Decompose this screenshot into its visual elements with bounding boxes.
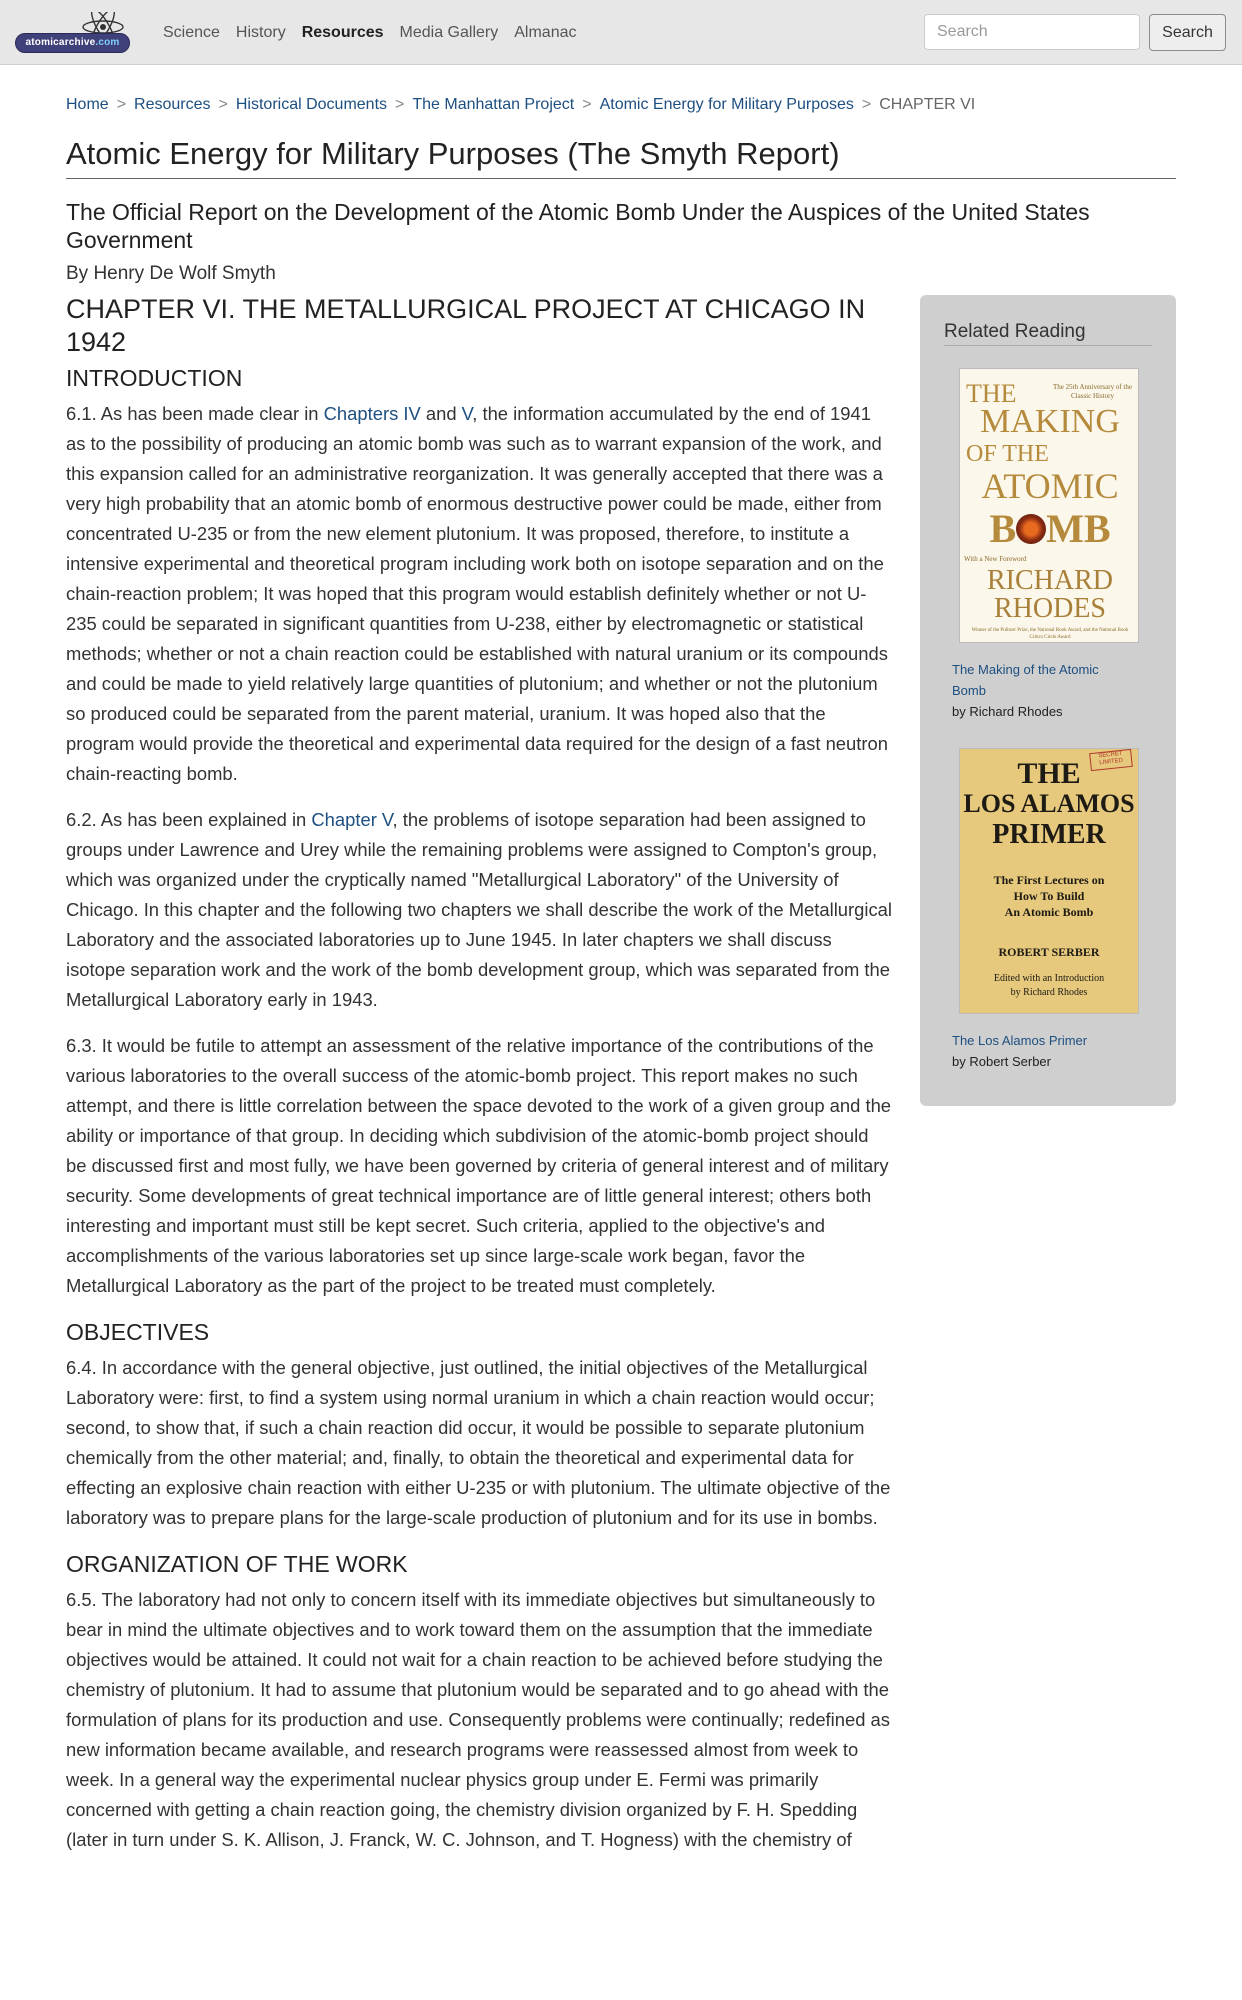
cover-author-name: ROBERT SERBER: [998, 945, 1100, 959]
book-author: by Richard Rhodes: [952, 704, 1063, 719]
site-logo[interactable]: [15, 12, 132, 54]
breadcrumb-current: CHAPTER VI: [879, 96, 976, 113]
cover-letters-mb: MB: [1046, 506, 1111, 551]
cover-title-atomic: ATOMIC: [981, 466, 1119, 506]
logo-tld: .com: [95, 37, 120, 48]
search-input[interactable]: [924, 14, 1140, 50]
paragraph-text: 6.2. As has been explained in: [66, 809, 312, 830]
page-subtitle: The Official Report on the Development of the Atomic Bomb Under the Auspices of the United States Government: [66, 199, 1090, 253]
book-cover-making-of-atomic-bomb[interactable]: [959, 368, 1139, 643]
cover-subtitle-line-3: An Atomic Bomb: [1004, 905, 1094, 919]
cover-award-text: Winner of the Pulitzer Prize, the National Book Award, and the National Book Critics Circle Award: [971, 628, 1129, 640]
breadcrumb-separator: >: [116, 96, 127, 113]
breadcrumb-atomic-energy[interactable]: Atomic Energy for Military Purposes: [599, 96, 854, 113]
breadcrumb-separator: >: [861, 96, 872, 113]
breadcrumb-separator: >: [395, 96, 405, 113]
link-chapter-v-2[interactable]: Chapter V: [311, 809, 393, 830]
nav-resources[interactable]: Resources: [301, 24, 384, 41]
main-nav: [155, 0, 584, 65]
logo-text: atomicarchive: [25, 37, 96, 48]
cover-editor-line-1: Edited with an Introduction: [993, 973, 1105, 984]
cover-foreword-text: With a New Foreword: [964, 555, 1027, 563]
section-heading-organization: ORGANIZATION OF THE WORK: [66, 1551, 408, 1577]
cover-title-bomb: [964, 505, 1136, 552]
cover-anniversary-text: The 25th Anniversary of the Classic History: [1053, 383, 1132, 400]
main-content: [66, 293, 894, 1871]
book-card: [944, 368, 1152, 722]
nav-history[interactable]: History: [235, 24, 286, 41]
related-reading-sidebar: [920, 295, 1176, 1106]
logo-badge: [15, 33, 130, 53]
cover-subtitle-line-2: How To Build: [1013, 889, 1085, 903]
paragraph-6-5: 6.5. The laboratory had not only to concern itself with its immediate objectives but simultaneously to bear in mind the ultimate objectives and to work toward them on the assumption that the immediate objectives would be attained. It could not wait for a chain reaction to be achieved before studying the chemistry of plutonium. It had to assume that plutonium would be separated and to go ahead with the formulation of plans for its production and use. Consequently problems were continually; redefined as new information became available, and research programs were reassessed almost from week to week. In a general way the experimental nuclear physics group under E. Fermi was primarily concerned with getting a chain reaction going, the chemistry division organized by F. H. Spedding (later in turn under S. K. Allison, J. Franck, W. C. Johnson, and T. Hogness) with the chemistry of: [66, 1589, 890, 1850]
paragraph-text: 6.1. As has been made clear in: [66, 403, 324, 424]
mushroom-cloud-icon: [1016, 514, 1046, 544]
breadcrumb-manhattan-project[interactable]: The Manhattan Project: [412, 96, 575, 113]
breadcrumb-separator: >: [218, 96, 228, 113]
search-button[interactable]: Search: [1149, 14, 1226, 51]
link-chapter-v[interactable]: V: [461, 403, 473, 424]
book-card: [944, 748, 1152, 1072]
sidebar-title: Related Reading: [944, 319, 1152, 346]
paragraph-text: , the problems of isotope separation had been assigned to groups under Lawrence and Urey while the remaining problems were assigned to Compton's group, which was organized under the cryptically named "Metallurgical Laboratory" of the University of Chicago. In this chapter and the following two chapters we shall describe the work of the Metallurgical Laboratory and the associated laboratories up to June 1945. In later chapters we shall discuss isotope separation work and the work of the bomb development group, which was separated from the Metallurgical Laboratory early in 1943.: [66, 809, 892, 1010]
link-chapters-iv[interactable]: Chapters IV: [323, 403, 421, 424]
cover-title-the: THE: [1017, 757, 1081, 790]
breadcrumb-separator: >: [582, 96, 592, 113]
paragraph-6-1: [66, 399, 894, 789]
section-heading-introduction: INTRODUCTION: [66, 365, 243, 391]
cover-title-making: MAKING: [980, 403, 1120, 440]
book-cover-los-alamos-primer[interactable]: [959, 748, 1139, 1014]
breadcrumb-resources[interactable]: Resources: [134, 96, 211, 113]
paragraph-6-4: 6.4. In accordance with the general objective, just outlined, the initial objectives of the Metallurgical Laboratory were: first, to find a system using normal uranium in which a chain reaction would occur; second, to show that, if such a chain reaction did occur, it would be possible to separate plutonium chemically from the other material; and, finally, to obtain the theoretical and experimental data for effecting an explosive chain reaction with either U-235 or with plutonium. The ultimate objective of the laboratory was to prepare plans for the large-scale production of plutonium and for its use in bombs.: [66, 1357, 891, 1528]
paragraph-6-3: 6.3. It would be futile to attempt an assessment of the relative importance of the contributions of the various laboratories to the overall success of the atomic-bomb project. This report makes no such attempt, and there is little correlation between the space devoted to the work of a given group and the ability or importance of that group. In deciding which subdivision of the atomic-bomb project should be discussed first and most fully, we have been governed by criteria of general interest and of military security. Some developments of great technical importance are of little general interest; others both interesting and important must still be kept secret. Such criteria, applied to the objective's and accomplishments of the various laboratories set up since large-scale work began, favor the Metallurgical Laboratory as the part of the project to be treated must completely.: [66, 1035, 892, 1296]
breadcrumb-historical-documents[interactable]: Historical Documents: [235, 96, 388, 113]
page-title: Atomic Energy for Military Purposes (The Smyth Report): [66, 134, 1176, 179]
cover-editor-line-2: by Richard Rhodes: [1010, 987, 1088, 998]
paragraph-text: and: [420, 403, 462, 424]
breadcrumb: [66, 96, 975, 114]
paragraph-6-2: [66, 805, 894, 1015]
section-heading-objectives: OBJECTIVES: [66, 1319, 210, 1345]
cover-secret-stamp: SECRET LIMITED: [1089, 749, 1133, 771]
book-title-link[interactable]: The Making of the Atomic Bomb: [952, 662, 1099, 698]
top-navbar: [0, 0, 1242, 65]
paragraph-text: , the information accumulated by the end of 1941 as to the possibility of producing an atomic bomb was such as to warrant expansion of the work, and this expansion called for an administrative reorganization. It was generally accepted that there was a very high probability that an atomic bomb of enormous destructive power could be made, either from concentrated U-235 or from the new element plutonium. It was proposed, therefore, to institute a intensive experimental and theoretical program including work both on isotope separation and on the chain-reaction problem; It was hoped that this program would establish definitely whether or not U-235 could be separated in significant quantities from U-238, either by electromagnetic or statistical methods; whether or not a chain reaction could be established with natural uranium or its compounds and could be made to yield relatively large quantities of plutonium; and whether or not the plutonium so produced could be separated from the parent material, uranium. It was hoped also that the program would provide the theoretical and experimental data required for the design of a fast neutron chain-reacting bomb.: [66, 403, 888, 784]
cover-author-last: RHODES: [993, 593, 1106, 624]
cover-author-first: RICHARD: [986, 565, 1113, 596]
cover-title-los-alamos: LOS ALAMOS: [963, 789, 1135, 818]
book-author: by Robert Serber: [952, 1054, 1051, 1069]
breadcrumb-home[interactable]: Home: [66, 96, 109, 113]
nav-media-gallery[interactable]: Media Gallery: [399, 24, 499, 41]
cover-letter-b: B: [989, 506, 1017, 551]
book-title-link[interactable]: The Los Alamos Primer: [952, 1033, 1088, 1048]
nav-science[interactable]: Science: [163, 24, 220, 41]
cover-title-the: THE: [966, 379, 1017, 408]
document-author: By Henry De Wolf Smyth: [66, 263, 276, 284]
cover-subtitle-line-1: The First Lectures on: [993, 873, 1105, 887]
cover-title-primer: PRIMER: [992, 819, 1106, 850]
nav-almanac[interactable]: Almanac: [514, 24, 577, 41]
cover-title-of-the: OF THE: [966, 441, 1049, 467]
chapter-title: CHAPTER VI. THE METALLURGICAL PROJECT AT CHICAGO IN 1942: [66, 294, 866, 357]
